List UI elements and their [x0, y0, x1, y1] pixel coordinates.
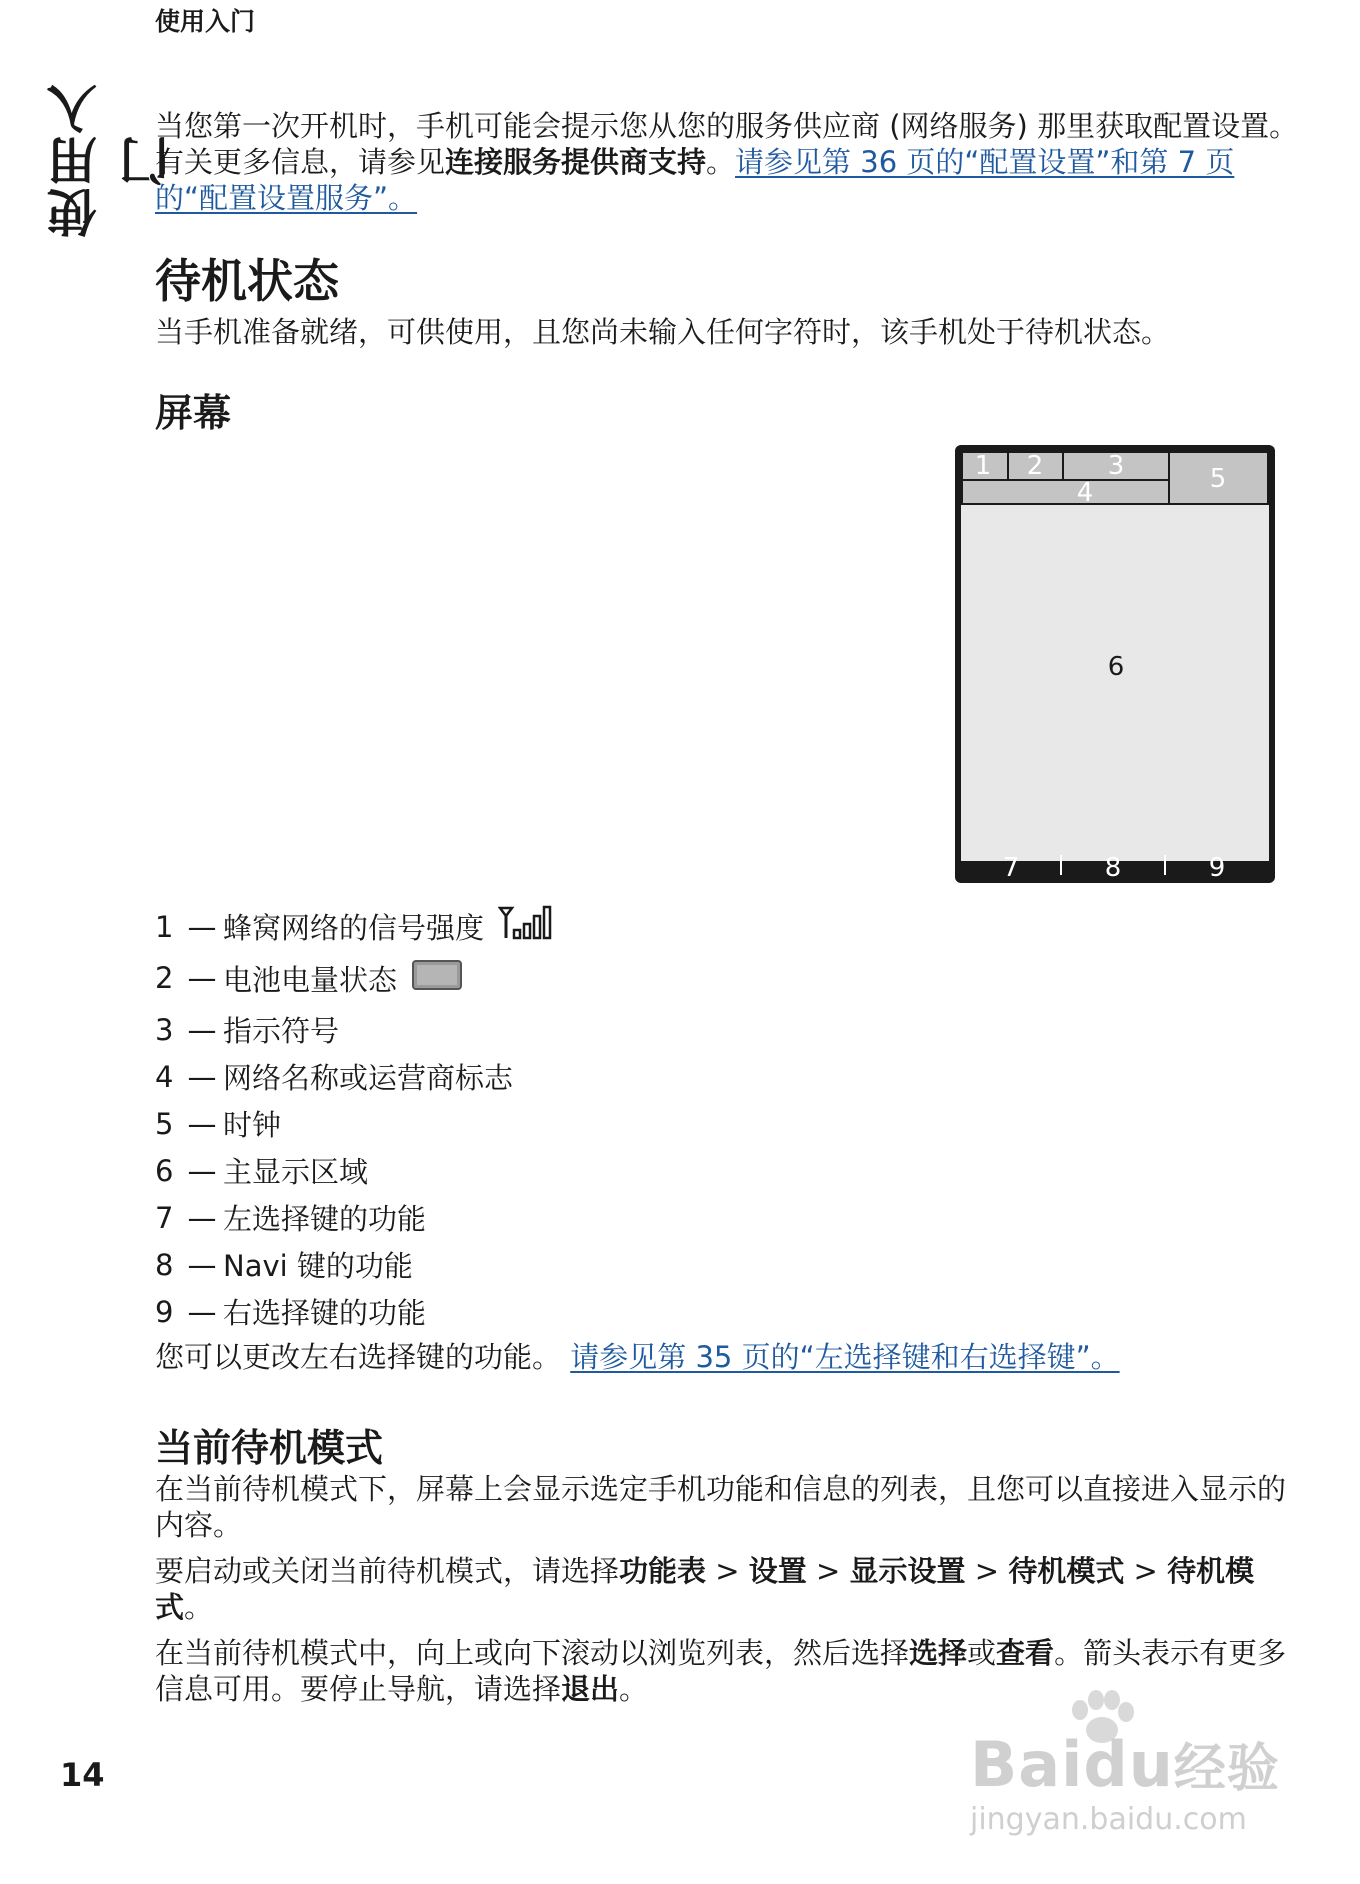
menu-path-sep: >: [816, 1554, 841, 1588]
screen-section: [155, 390, 1305, 436]
softkey-note-text: 您可以更改左右选择键的功能。: [155, 1340, 562, 1374]
legend-dash: —: [187, 1294, 217, 1329]
intro-text-end: 。: [706, 145, 736, 179]
legend-text: Navi 键的功能: [223, 1249, 413, 1283]
screen-legend: [155, 903, 1305, 1375]
intro-paragraph: [155, 108, 1305, 216]
watermark-url: jingyan.baidu.com: [970, 1802, 1247, 1837]
softkey-link[interactable]: 请参见第 35 页的“左选择键和右选择键”。: [570, 1340, 1120, 1374]
standby-text: 当手机准备就绪，可供使用，且您尚未输入任何字符时，该手机处于待机状态。: [155, 315, 1171, 349]
active-standby-p1: 在当前待机模式下，屏幕上会显示选定手机功能和信息的列表，且您可以直接进入显示的内容。: [155, 1472, 1287, 1542]
standby-section: [155, 254, 1305, 350]
exit-term: 退出: [561, 1672, 620, 1706]
baidu-watermark: [970, 1690, 1290, 1850]
intro-bold-term: 连接服务提供商支持: [445, 145, 707, 179]
active-standby-p2: [155, 1553, 1305, 1625]
menu-path-sep: >: [715, 1554, 740, 1588]
legend-number: 4: [155, 1059, 174, 1094]
diagram-label-9: 9: [1208, 853, 1226, 883]
menu-path-item: 功能表: [619, 1554, 707, 1588]
running-header: 使用入门: [155, 7, 256, 36]
legend-number: 6: [155, 1153, 174, 1188]
diagram-label-7: 7: [1002, 853, 1020, 883]
softkey-note: [155, 1339, 1305, 1375]
legend-item: [155, 903, 1305, 950]
intro-text: 当您第一次开机时，手机可能会提示您从您的服务供应商 (网络服务) 那里获取配置设置。有关更多信息，请参见: [155, 109, 1299, 179]
phone-screen-svg: [953, 443, 1277, 885]
phone-screen-diagram: [953, 443, 1277, 885]
menu-path-item: 设置: [748, 1554, 807, 1588]
legend-dash: —: [187, 1153, 217, 1188]
legend-item: [155, 1194, 1305, 1241]
battery-icon: [411, 957, 465, 1000]
p2-text: 要启动或关闭当前待机模式，请选择: [155, 1554, 620, 1588]
p3-text2: 。箭头表示有更多信息可用。要停止导航，请选择: [155, 1636, 1287, 1706]
legend-number: 7: [155, 1200, 174, 1235]
standby-heading: 待机状态: [155, 254, 339, 308]
select-term: 选择: [909, 1636, 968, 1670]
legend-text: 电池电量状态: [223, 962, 398, 997]
diagram-label-5: 5: [1209, 464, 1227, 494]
screen-heading: 屏幕: [155, 391, 232, 435]
legend-item: [155, 950, 1305, 1006]
view-term: 查看: [996, 1636, 1055, 1670]
watermark-brand-2: du: [1083, 1728, 1174, 1801]
diagram-label-2: 2: [1026, 451, 1044, 481]
legend-item: [155, 1006, 1305, 1053]
diagram-label-3: 3: [1107, 451, 1125, 481]
legend-item: [155, 1053, 1305, 1100]
legend-text: 时钟: [223, 1108, 282, 1142]
legend-dash: —: [187, 961, 217, 995]
legend-item: [155, 1241, 1305, 1288]
legend-item: [155, 1288, 1305, 1335]
watermark-brand-1: Bai: [970, 1728, 1084, 1801]
legend-dash: —: [187, 1059, 217, 1094]
legend-text: 指示符号: [223, 1014, 340, 1048]
legend-dash: —: [187, 1106, 217, 1141]
legend-text: 左选择键的功能: [223, 1202, 427, 1236]
active-standby-section: [155, 1425, 1305, 1707]
legend-dash: —: [187, 1012, 217, 1047]
legend-item: [155, 1100, 1305, 1147]
intro-config-link[interactable]: 请参见第 36 页的“配置设置”和第 7 页的“配置设置服务”。: [155, 145, 1235, 215]
p3-end: 。: [619, 1672, 649, 1706]
legend-dash: —: [187, 909, 217, 944]
side-chapter-tab: 使用入门: [47, 82, 177, 238]
legend-number: 5: [155, 1106, 174, 1141]
legend-text: 网络名称或运营商标志: [223, 1061, 514, 1095]
diagram-label-1: 1: [974, 451, 992, 481]
legend-number: 2: [155, 961, 174, 995]
menu-path-item: 待机模式: [1008, 1554, 1125, 1588]
watermark-cn: 经验: [1173, 1739, 1280, 1799]
legend-number: 1: [155, 909, 174, 944]
p3-text: 在当前待机模式中，向上或向下滚动以浏览列表，然后选择: [155, 1636, 910, 1670]
signal-strength-icon: [498, 904, 552, 949]
p3-or: 或: [967, 1636, 997, 1670]
menu-path-item: 显示设置: [849, 1554, 966, 1588]
diagram-label-8: 8: [1104, 853, 1122, 883]
legend-dash: —: [187, 1247, 217, 1282]
legend-number: 8: [155, 1247, 174, 1282]
page-number: 14: [60, 1756, 105, 1794]
legend-text: 右选择键的功能: [223, 1296, 427, 1330]
legend-text: 主显示区域: [223, 1155, 369, 1189]
legend-item: [155, 1147, 1305, 1194]
legend-number: 3: [155, 1012, 174, 1047]
legend-text: 蜂窝网络的信号强度: [223, 911, 485, 945]
menu-path-item: 待机模式: [155, 1554, 1255, 1624]
menu-path-sep: >: [1133, 1554, 1158, 1588]
legend-dash: —: [187, 1200, 217, 1235]
p2-end: 。: [184, 1590, 214, 1624]
active-standby-heading: 当前待机模式: [155, 1426, 384, 1470]
diagram-label-4: 4: [1076, 478, 1094, 508]
intro-section: [155, 108, 1305, 216]
legend-number: 9: [155, 1294, 174, 1329]
diagram-label-6: 6: [1107, 652, 1125, 682]
menu-path-sep: >: [974, 1554, 1000, 1588]
watermark-brand: [970, 1726, 1280, 1801]
